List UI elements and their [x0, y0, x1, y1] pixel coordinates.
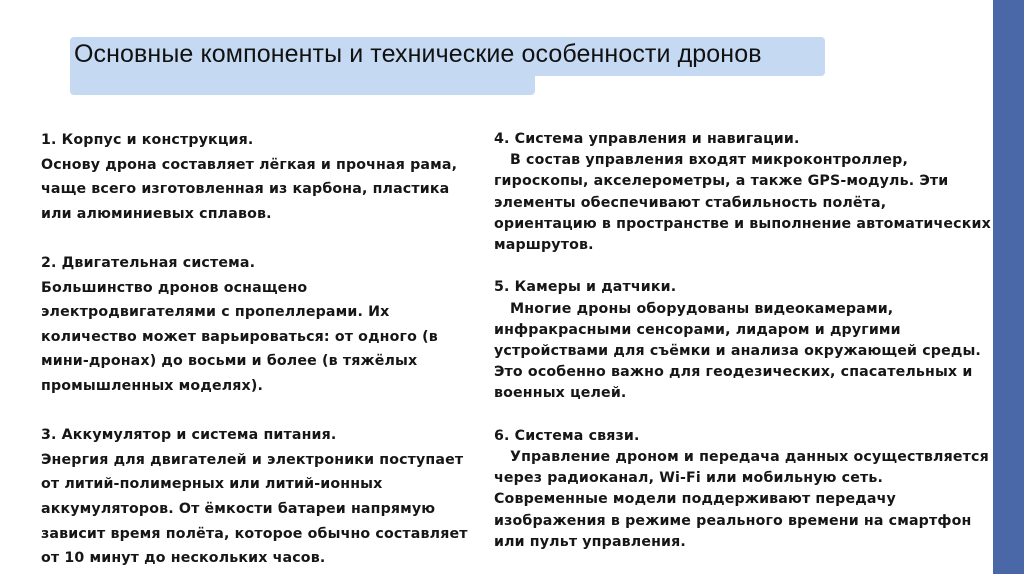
section-text: Управление дроном и передача данных осуществляется через радиоканал, Wi-Fi или мобильную сеть. Современные модели поддерживают передачу изображения в режиме реального времени на смартфон или пульт управления.: [494, 449, 989, 550]
section-text: Большинство дронов оснащено электродвигателями с пропеллерами. Их количество может варьироваться: от одного (в мини-дронах) до восьми и более (в тяжёлых промышленных моделях).: [41, 279, 438, 394]
section-heading: 6. Система связи.: [494, 427, 640, 444]
section-text: В состав управления входят микроконтроллер, гироскопы, акселерометры, а также GPS-модуль. Эти элементы обеспечивают стабильность полёта, ориентацию в пространстве и выполнение автоматических маршрутов.: [494, 152, 991, 254]
section-communication: [494, 426, 994, 553]
right-column: [494, 129, 994, 574]
section-navigation: [494, 129, 994, 256]
section-heading: 1. Корпус и конструкция.: [41, 132, 254, 148]
slide-title: Основные компоненты и технические особенности дронов: [74, 40, 762, 68]
section-text: Многие дроны оборудованы видеокамерами, инфракрасными сенсорами, лидаром и другими устройствами для съёмки и анализа окружающей среды. Это особенно важно для геодезических, спасательных и военных целей.: [494, 300, 981, 402]
accent-side-bar: [993, 0, 1024, 574]
section-heading: 3. Аккумулятор и система питания.: [41, 427, 337, 444]
section-heading: 2. Двигательная система.: [41, 254, 256, 271]
section-propulsion: [41, 251, 481, 399]
section-text: Энергия для двигателей и электроники поступает от литий-полимерных или литий-ионных аккумуляторов. От ёмкости батареи напрямую зависит время полёта, которое обычно составляет от 10 минут до нескольких часов.: [41, 451, 468, 567]
left-column: [41, 128, 481, 574]
section-heading: 4. Система управления и навигации.: [494, 131, 800, 147]
section-body-frame: [41, 128, 481, 226]
section-heading: 5. Камеры и датчики.: [494, 279, 677, 296]
section-cameras-sensors: [494, 277, 994, 404]
section-text: Основу дрона составляет лёгкая и прочная рама, чаще всего изготовленная из карбона, пластика или алюминиевых сплавов.: [41, 156, 458, 222]
section-battery: [41, 423, 481, 571]
